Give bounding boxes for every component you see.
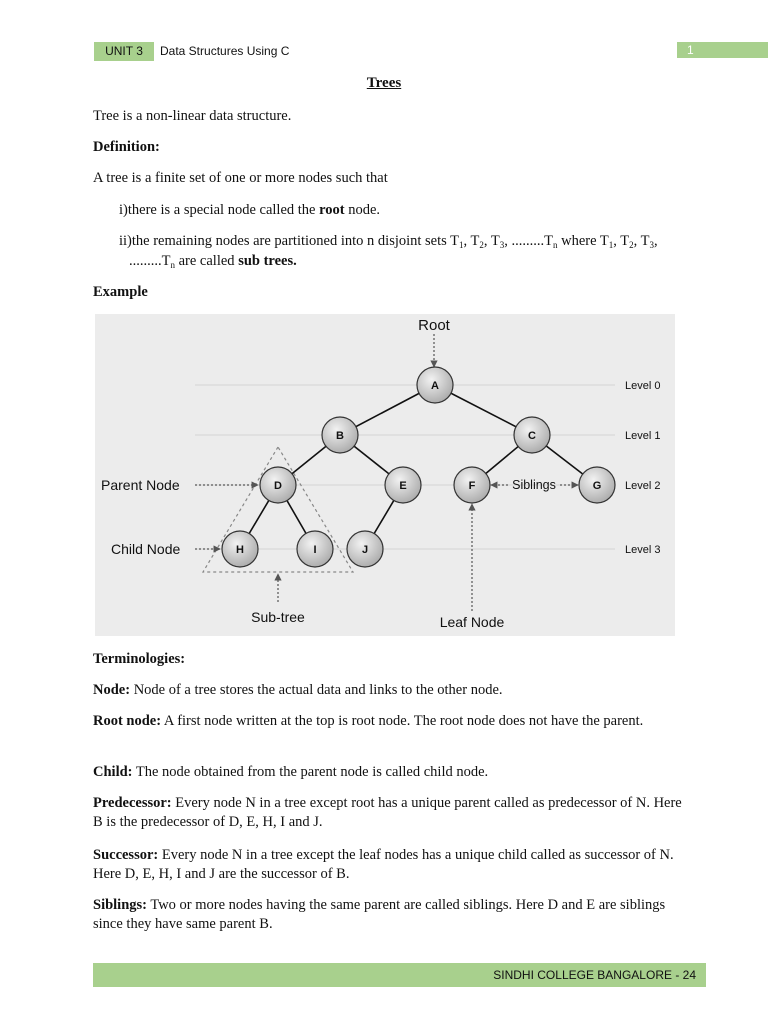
intro-text: Tree is a non-linear data structure.: [93, 108, 292, 124]
page-title: Trees: [366, 75, 402, 91]
tree-diagram: [95, 314, 675, 636]
subtree-label: Sub-tree: [251, 609, 305, 625]
term-child: Child: The node obtained from the parent node is called child node.: [93, 764, 489, 780]
node-i-label: I: [313, 544, 317, 556]
node-e-label: E: [399, 480, 407, 492]
node-j-label: J: [361, 544, 369, 556]
term-siblings: Siblings: Two or more nodes having the same parent are called siblings. Here D and E are siblings since they have same parent B.: [93, 897, 666, 932]
page-footer: [93, 963, 706, 987]
node-b-label: B: [336, 430, 344, 442]
child-node-label: Child Node: [111, 541, 181, 557]
level-3-label: Level 3: [625, 544, 661, 556]
term-predecessor: Predecessor: Every node N in a tree except root has a unique parent called as predecessor of N. Here B is the predecessor of D, E, H, I and J.: [93, 795, 682, 830]
unit-badge: UNIT 3: [94, 42, 154, 61]
siblings-label: Siblings: [512, 478, 556, 492]
definition-lead: A tree is a finite set of one or more nodes such that: [93, 170, 388, 186]
parent-node-label: Parent Node: [101, 477, 180, 493]
node-a-label: A: [431, 380, 439, 392]
node-f-label: F: [468, 480, 476, 492]
footer-text: SINDHI COLLEGE BANGALORE - 24: [493, 968, 696, 982]
term-root-node: Root node: A first node written at the top is root node. The root node does not have the parent.: [93, 713, 644, 729]
definition-point-2: ii)the remaining nodes are partitioned into n disjoint sets $T_1$, $T_2$, $T_3$, $.........T_n$ where $T_1$, $T_2$, $T_3$, $.........T_n$ are called sub trees.: [119, 233, 658, 270]
node-h-label: H: [236, 544, 244, 556]
node-d-label: D: [274, 480, 282, 492]
node-g-label: G: [592, 480, 602, 492]
header-title: Data Structures Using C: [160, 44, 290, 58]
root-label: Root: [418, 317, 450, 334]
page-number: 1: [677, 42, 768, 58]
definition-point-1: i)there is a special node called the root node.: [119, 202, 381, 218]
term-node: Node: Node of a tree stores the actual data and links to the other node.: [93, 682, 503, 698]
node-c-label: C: [528, 430, 536, 442]
example-heading: Example: [93, 284, 148, 300]
leaf-node-label: Leaf Node: [439, 614, 505, 630]
tree-edges: [240, 385, 597, 549]
level-1-label: Level 1: [625, 430, 661, 442]
terminologies-heading: Terminologies:: [93, 651, 186, 667]
definition-heading: Definition:: [93, 139, 160, 155]
term-successor: Successor: Every node N in a tree except the leaf nodes has a unique child called as successor of N. Here D, E, H, I and J are the successor of B.: [93, 847, 674, 882]
level-0-label: Level 0: [625, 380, 661, 392]
level-2-label: Level 2: [625, 480, 661, 492]
